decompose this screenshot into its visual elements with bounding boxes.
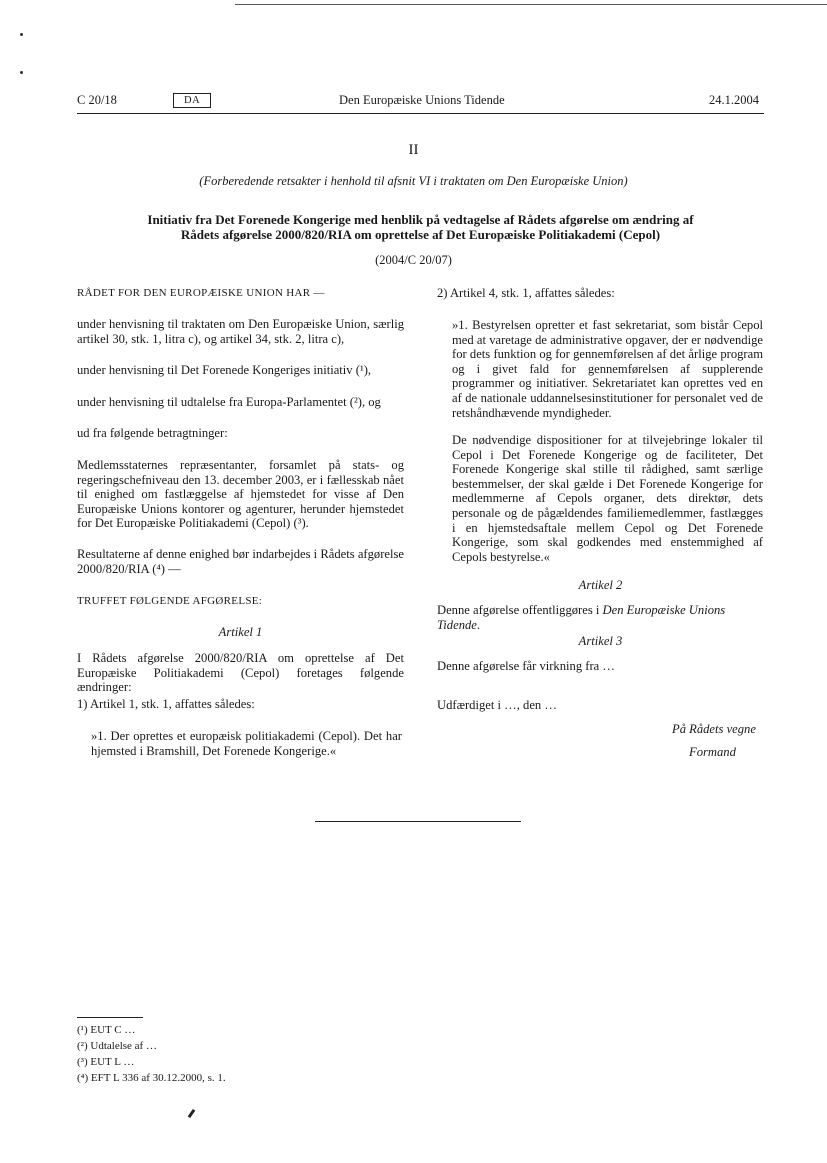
journal-title: Den Europæiske Unions Tidende — [339, 93, 505, 107]
title-line-2: Rådets afgørelse 2000/820/RIA om oprettelse af Det Europæiske Politiakademi (Cepol) — [180, 227, 661, 242]
amendment-2: 2) Artikel 4, stk. 1, affattes således: — [437, 286, 615, 300]
signature-council: På Rådets vegne — [672, 722, 756, 736]
amendment-2-quote-para-2: De nødvendige dispositioner for at tilvejebringe lokaler til Cepol i Det Forenede Kongerige og de faciliteter, Det Forenede Kongerige skal stille til rådighed, samt særlige bestemmelser, der skal gælde i Det Forenede Kongerige for medlemmerne af Cepols organer, dets direktør, dets personale og de pågældendes familiemedlemmer, fastlægges i en hjemstedsaftale mellem Cepol og Det Forenede Kongerige, som skal godkendes med enstemmighed af Cepols bestyrelse.« — [452, 433, 763, 564]
article-3-heading: Artikel 3 — [578, 634, 623, 648]
footnote-2 — [77, 1040, 157, 1053]
scan-mark — [188, 1109, 196, 1118]
footnote-text: EFT L 336 af 30.12.2000, s. 1. — [90, 1072, 226, 1084]
footnote-mark: (²) — [77, 1040, 88, 1052]
citation-treaty: under henvisning til traktaten om Den Europæiske Union, særlig artikel 30, stk. 1, litra c), og artikel 34, stk. 2, litra c), — [77, 317, 404, 346]
article-1-heading: Artikel 1 — [218, 625, 263, 639]
title-line-1: Initiativ fra Det Forenede Kongerige med henblik på vedtagelse af Rådets afgørelse om ændring af — [147, 212, 694, 227]
recitals-intro: ud fra følgende betragtninger: — [77, 426, 228, 440]
article-2-heading: Artikel 2 — [578, 578, 623, 592]
done-at: Udfærdiget i …, den … — [437, 698, 557, 712]
footnote-text: EUT L … — [90, 1056, 135, 1068]
footnote-mark: (³) — [77, 1056, 88, 1068]
footnote-3 — [77, 1056, 134, 1069]
preamble-intro: RÅDET FOR DEN EUROPÆISKE UNION HAR — — [77, 287, 325, 299]
scan-dot — [20, 33, 23, 36]
recital-1: Medlemsstaternes repræsentanter, forsamlet på stats- og regeringschefniveau den 13. december 2003, er i fællesskab nået til enighed om fastlæggelse af hjemstedet for visse af Den Europæiske Unions kontorer og agenturer, herunder hjemstedet for Det Europæiske Politiakademi (Cepol) (³). — [77, 458, 404, 531]
footnote-mark: (¹) — [77, 1024, 88, 1036]
scan-dot — [20, 71, 23, 74]
amendment-2-quote-para-1: »1. Bestyrelsen opretter et fast sekretariat, som bistår Cepol med at varetage de administrative opgaver, der er nødvendige for dets funktion og for gennemførelsen af det årlige program og i givet fald for gennemførelsen af supplerende programmer og initiativer. Sekretariatet kan oprettes ved en af de nationale uddannelsesinstitutioner for personalet ved de retshåndhævende myndigheder. — [452, 318, 763, 420]
footnote-mark: (⁴) — [77, 1072, 89, 1084]
citation-initiative: under henvisning til Det Forenede Kongeriges initiativ (¹), — [77, 363, 372, 377]
footnote-text: Udtalelse af … — [90, 1040, 157, 1052]
journal-date: 24.1.2004 — [709, 93, 759, 107]
amendment-1-quote: »1. Der oprettes et europæisk politiakademi (Cepol). Det har hjemsted i Bramshill, Det Forenede Kongerige.« — [91, 729, 402, 758]
decided-heading: TRUFFET FØLGENDE AFGØRELSE: — [77, 595, 263, 607]
language-code: DA — [173, 93, 211, 108]
footnote-text: EUT C … — [90, 1024, 136, 1036]
end-rule — [315, 821, 521, 822]
section-numeral: II — [408, 142, 419, 158]
footnote-1 — [77, 1024, 135, 1037]
article-3-text: Denne afgørelse får virkning fra … — [437, 659, 615, 673]
article-2-text — [437, 603, 767, 632]
signature-chair: Formand — [689, 745, 736, 759]
footnote-4 — [77, 1072, 226, 1085]
recital-2: Resultaterne af denne enighed bør indarbejdes i Rådets afgørelse 2000/820/RIA (⁴) — — [77, 547, 404, 576]
top-scan-line — [235, 4, 827, 5]
section-subtitle: (Forberedende retsakter i henhold til afsnit VI i traktaten om Den Europæiske Union) — [199, 174, 628, 188]
article-1-text: I Rådets afgørelse 2000/820/RIA om oprettelse af Det Europæiske Politiakademi (Cepol) foretages følgende ændringer: — [77, 651, 404, 695]
amendment-1: 1) Artikel 1, stk. 1, affattes således: — [77, 697, 255, 711]
citation-parliament: under henvisning til udtalelse fra Europa-Parlamentet (²), og — [77, 395, 381, 409]
article-2-journal: Den Europæiske Unions Tidende — [437, 603, 726, 632]
document-ref: (2004/C 20/07) — [375, 253, 452, 267]
journal-ref: C 20/18 — [77, 93, 117, 107]
article-2-text-start: Denne afgørelse offentliggøres i — [437, 603, 603, 617]
document-title — [77, 212, 764, 242]
header-rule — [77, 113, 764, 114]
footnote-rule — [77, 1017, 143, 1018]
article-2-text-end: . — [476, 617, 481, 632]
